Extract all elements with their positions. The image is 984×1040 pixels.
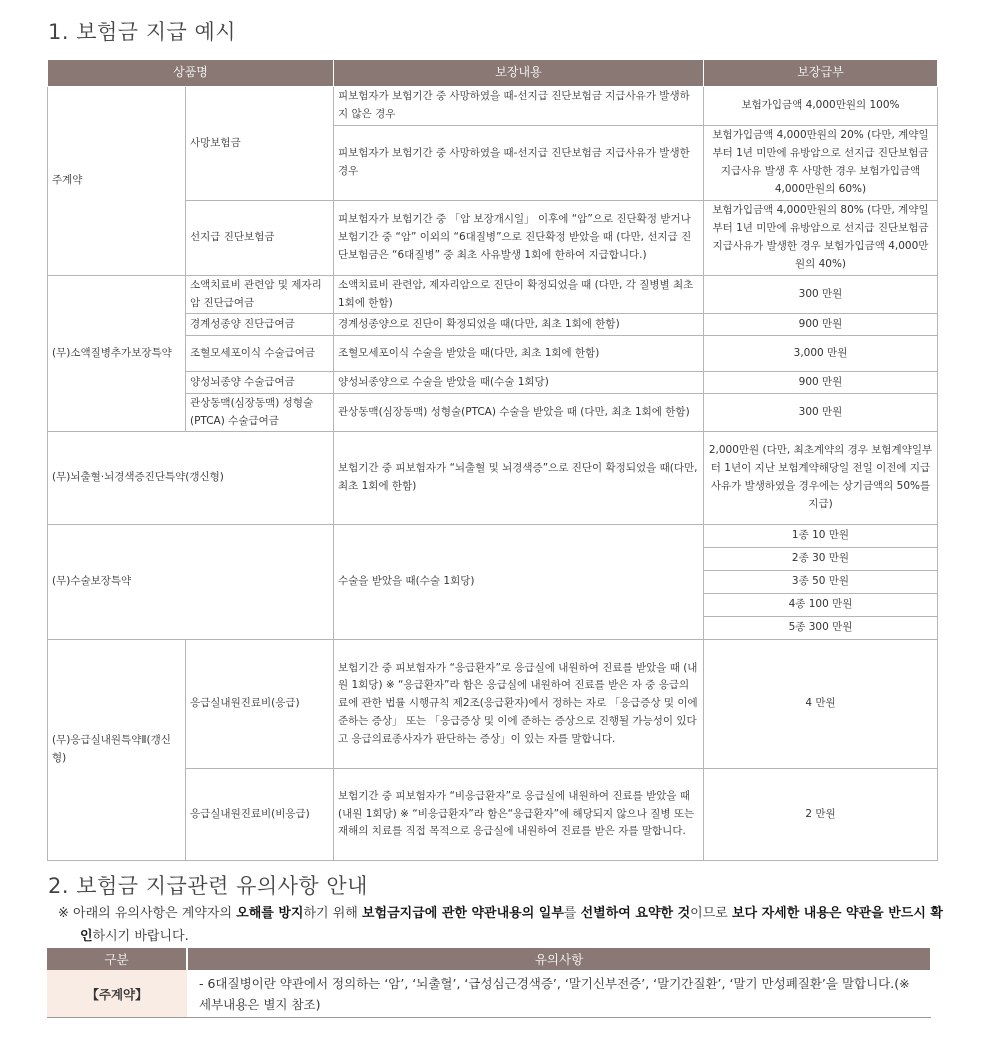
col-header-product: 상품명 [48,60,334,87]
benefit-cell: 2종 30 만원 [704,548,938,571]
benefit-cell: 4 만원 [704,640,938,769]
coverage-cell: 보험기간 중 피보험자가 “뇌출혈 및 뇌경색증”으로 진단이 확정되었을 때(다만, 최초 1회에 한함) [334,432,704,525]
col-header-category: 구분 [47,948,187,970]
item-name: 조혈모세포이식 수술급여금 [186,336,334,372]
table-row [48,525,938,548]
section-title-2: 2. 보험금 지급관련 유의사항 안내 [48,874,368,898]
notice-text: 아래의 유의사항은 계약자의 [68,906,237,921]
col-header-notes: 유의사항 [187,948,931,970]
benefit-cell: 900 만원 [704,314,938,336]
notice-text: 하기 위해 [303,906,362,921]
benefit-cell: 1종 10 만원 [704,525,938,548]
table-row [48,87,938,126]
table-row [47,970,931,1018]
coverage-cell: 보험기간 중 피보험자가 “응급환자”로 응급실에 내원하여 진료를 받았을 때 (내원 1회당) ※ “응급환자”라 함은 응급실에 내원하여 진료를 받은 자 중 응급의료에 관한 법률 시행규칙 제2조(응급환자)에서 정하는 자로 「응급증상 및 이에 준하는 증상」 또는 「응급증상 및 이에 준하는 증상으로 진행될 가능성이 있다고 응급의료종사자가 판단하는 증상」이 있는 자를 말합니다. [334,640,704,769]
item-name: 소액치료비 관련암 및 제자리암 진단급여금 [186,276,334,314]
table-header-row [47,948,931,970]
col-header-benefit: 보장급부 [704,60,938,87]
coverage-cell: 관상동맥(심장동맥) 성형술(PTCA) 수술을 받았을 때 (다만, 최초 1회에 한함) [334,394,704,432]
benefit-cell: 보험가입금액 4,000만원의 100% [704,87,938,126]
col-header-coverage: 보장내용 [334,60,704,87]
group-brain: (무)뇌출혈·뇌경색증진단특약(갱신형) [48,432,334,525]
table-row [48,432,938,525]
item-death-benefit: 사망보험금 [186,87,334,201]
notice-emphasis: 보다 자세한 내용은 약관을 반드시 확인 [80,906,943,944]
item-name: 양성뇌종양 수술급여금 [186,372,334,394]
benefit-cell: 900 만원 [704,372,938,394]
table-row [48,276,938,314]
section-title-1: 1. 보험금 지급 예시 [48,20,237,44]
group-main: 주계약 [48,87,186,276]
coverage-cell: 피보험자가 보험기간 중 사망하였을 때-선지급 진단보험금 지급사유가 발생하지 않은 경우 [334,87,704,126]
notice-emphasis: 선별하여 요약한 것 [580,906,691,921]
notice-emphasis: 오해를 방지 [236,906,304,921]
notice-paragraph [58,902,952,948]
benefit-cell: 보험가입금액 4,000만원의 80% (다만, 계약일부터 1년 미만에 유방암으로 선지급 진단보험금 지급사유가 발생한 경우 보험가입금액 4,000만원의 40%) [704,201,938,276]
benefit-cell: 보험가입금액 4,000만원의 20% (다만, 계약일부터 1년 미만에 유방암으로 선지급 진단보험금 지급사유 발생 후 사망한 경우 보험가입금액 4,000만원의 60%) [704,126,938,201]
benefit-cell: 3,000 만원 [704,336,938,372]
coverage-cell: 수술을 받았을 때(수술 1회당) [334,525,704,640]
benefit-cell: 5종 300 만원 [704,617,938,640]
item-name: 응급실내원진료비(응급) [186,640,334,769]
benefit-cell: 4종 100 만원 [704,594,938,617]
coverage-cell: 소액치료비 관련암, 제자리암으로 진단이 확정되었을 때 (다만, 각 질병별 최초 1회에 한함) [334,276,704,314]
coverage-cell: 경계성종양으로 진단이 확정되었을 때(다만, 최초 1회에 한함) [334,314,704,336]
notes-cell: - 6대질병이란 약관에서 정의하는 ‘암’, ‘뇌출혈’, ‘급성심근경색증’, ‘말기신부전증’, ‘말기간질환’, ‘말기 만성폐질환’을 말합니다.(※ 세부내용은 별지 참조) [187,970,931,1018]
benefit-cell: 300 만원 [704,276,938,314]
item-name: 관상동맥(심장동맥) 성형술(PTCA) 수술급여금 [186,394,334,432]
benefit-cell: 3종 50 만원 [704,571,938,594]
group-small-disease: (무)소액질병추가보장특약 [48,276,186,432]
category-cell: 【주계약】 [47,970,187,1018]
notice-text: 하시기 바랍니다. [92,929,189,944]
benefit-cell: 2 만원 [704,769,938,861]
coverage-cell: 양성뇌종양으로 수술을 받았을 때(수술 1회당) [334,372,704,394]
coverage-cell: 피보험자가 보험기간 중 「암 보장개시일」 이후에 “암”으로 진단확정 받거나 보험기간 중 “암” 이외의 “6대질병”으로 진단확정 받았을 때 (다만, 선지급 진단보험금은 “6대질병” 중 최초 사유발생 1회에 한하여 지급합니다.) [334,201,704,276]
benefit-table [47,59,938,861]
coverage-cell: 보험기간 중 피보험자가 “비응급환자”로 응급실에 내원하여 진료를 받았을 때 (내원 1회당) ※ “비응급환자”라 함은“응급환자”에 해당되지 않으나 질병 또는 재해의 치료를 직접 목적으로 응급실에 내원하여 진료를 받은 자를 말합니다. [334,769,704,861]
benefit-cell: 2,000만원 (다만, 최초계약의 경우 보험계약일부터 1년이 지난 보험계약해당일 전일 이전에 지급사유가 발생하였을 경우에는 상기금액의 50%를 지급) [704,432,938,525]
table-row [48,640,938,769]
coverage-cell: 조혈모세포이식 수술을 받았을 때(다만, 최초 1회에 한함) [334,336,704,372]
item-name: 경계성종양 진단급여금 [186,314,334,336]
notice-table [47,948,932,1018]
notice-emphasis: 보험금지급에 관한 약관내용의 일부 [361,906,564,921]
group-surgery: (무)수술보장특약 [48,525,334,640]
item-name: 응급실내원진료비(비응급) [186,769,334,861]
item-pre-diagnosis: 선지급 진단보험금 [186,201,334,276]
group-er: (무)응급실내원특약Ⅱ(갱신형) [48,640,186,861]
notice-mark: ※ [58,906,69,921]
benefit-cell: 300 만원 [704,394,938,432]
table-header-row [48,60,938,87]
coverage-cell: 피보험자가 보험기간 중 사망하였을 때-선지급 진단보험금 지급사유가 발생한 경우 [334,126,704,201]
notice-text: 이므로 [690,906,732,921]
notice-text: 를 [563,906,581,921]
